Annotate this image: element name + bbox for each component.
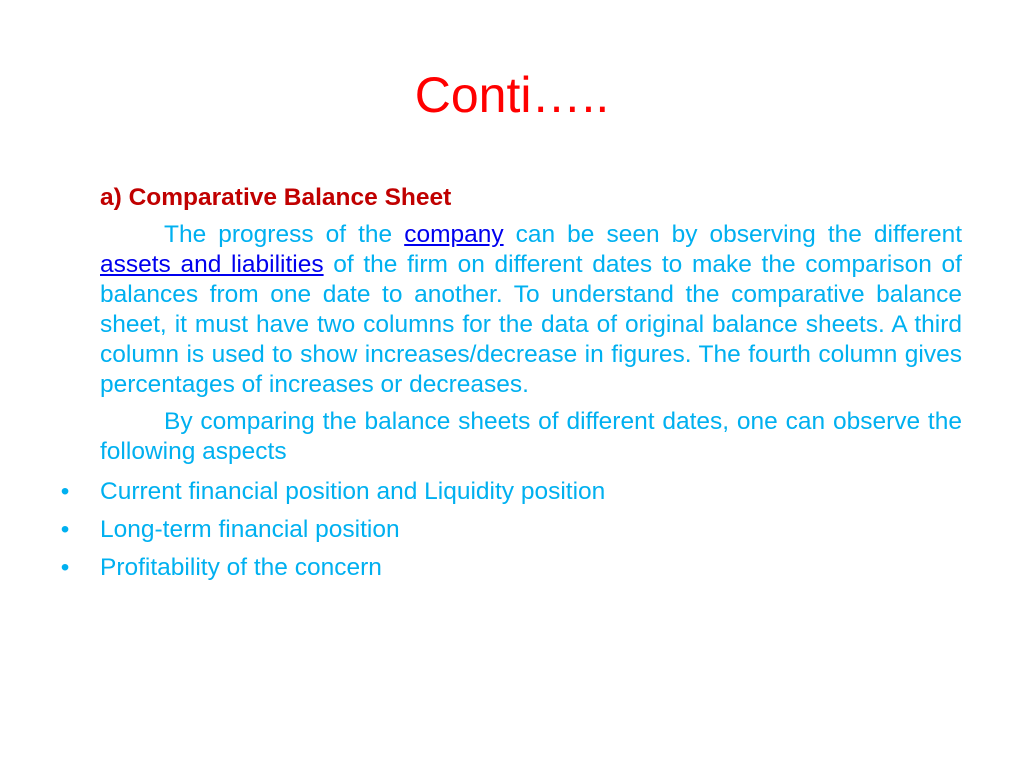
slide-title: Conti….. (414, 67, 610, 123)
list-item (60, 549, 962, 587)
list-item (60, 511, 962, 549)
paragraph-intro-text-3: of the firm on different dates to make the comparison of balances from one date to another. To understand the comparative balance sheet, it must have two columns for the data of original balance sheets. A third column is used to show increases/decrease in figures. The fourth column gives percentages of increases or decreases. (100, 251, 962, 398)
list-item-text: Current financial position and Liquidity position (100, 478, 606, 505)
aspects-list (60, 473, 962, 587)
section-heading: a) Comparative Balance Sheet (100, 184, 452, 211)
bullet-icon: • (60, 554, 70, 581)
paragraph-intro-text-1: The progress of the (164, 221, 405, 248)
slide-content (60, 182, 962, 587)
list-item-text: Profitability of the concern (100, 554, 382, 581)
paragraph-comparison: By comparing the balance sheets of different dates, one can observe the following aspects (100, 408, 962, 465)
bullet-icon: • (60, 478, 70, 505)
bullet-icon: • (60, 516, 70, 543)
list-item (60, 473, 962, 511)
assets-liabilities-link[interactable]: assets and liabilities (100, 251, 324, 278)
list-item-text: Long-term financial position (100, 516, 400, 543)
paragraph-intro-text-2: can be seen by observing the different (503, 221, 962, 248)
company-link[interactable]: company (404, 221, 504, 248)
paragraph-intro (100, 220, 962, 400)
